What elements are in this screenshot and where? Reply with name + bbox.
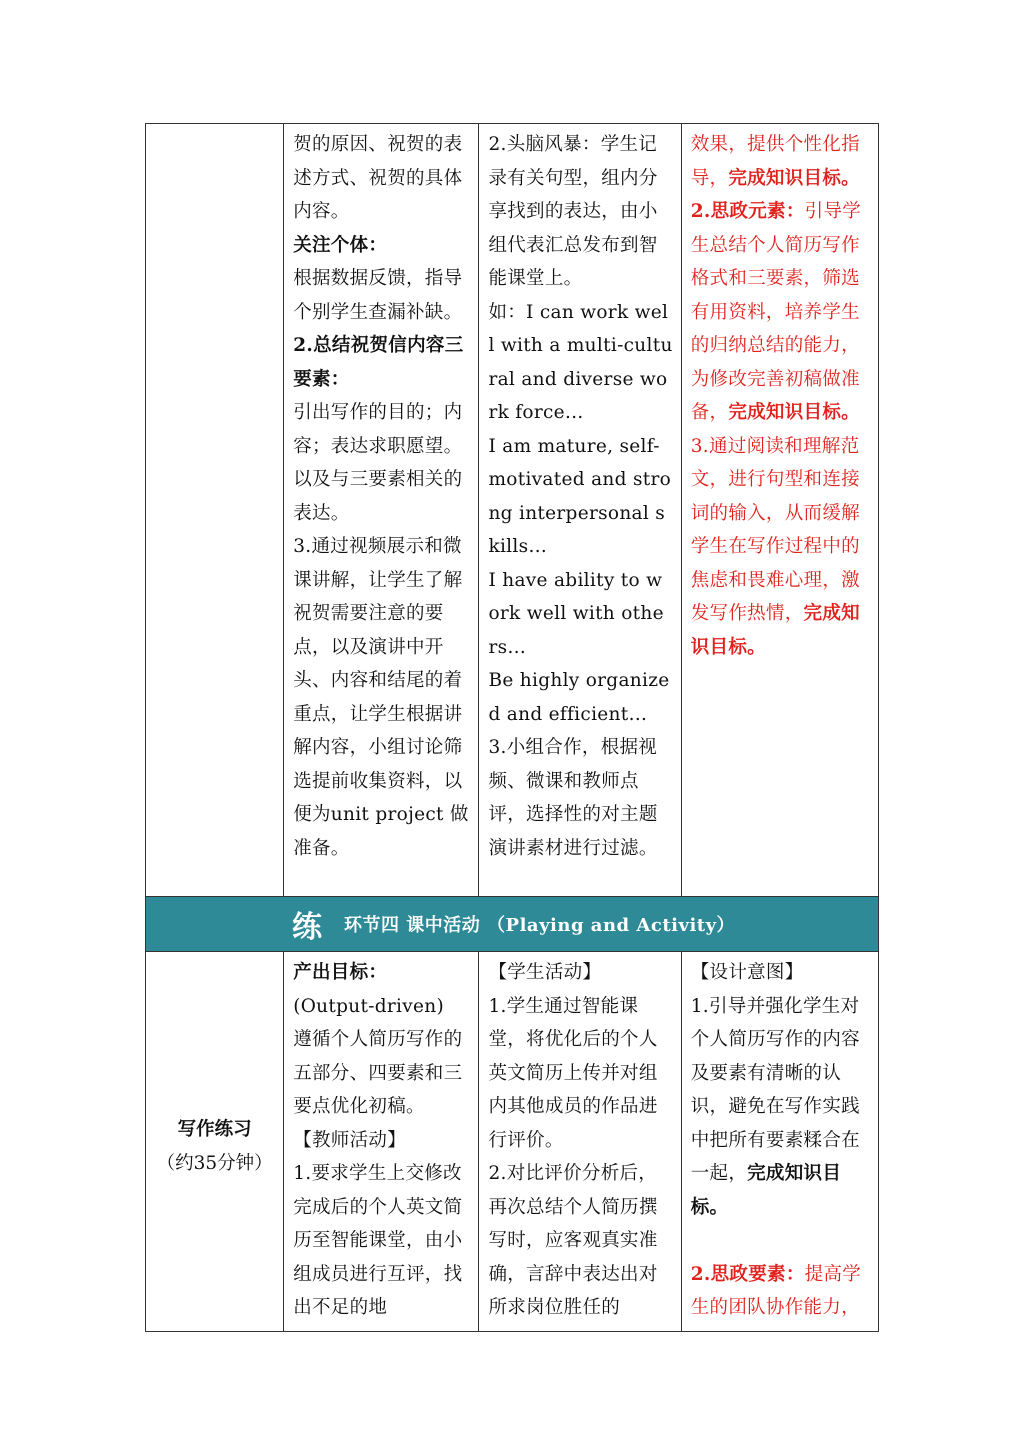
text-run: 【学生活动】	[488, 962, 602, 983]
teacher-activity-text	[284, 124, 478, 871]
text-run: 1.引导并强化学生对个人简历写作的内容及要素有清晰的认识，避免在写作实践中把所有要素糅合在一起，	[690, 995, 860, 1184]
design-intent-cell	[681, 124, 878, 897]
text-run: 【教师活动】	[293, 1129, 406, 1151]
stage-duration: （约35分钟）	[156, 1153, 273, 1175]
paragraph	[293, 128, 470, 229]
text-run: (Output-driven)	[293, 995, 444, 1017]
text-run: 1.学生通过智能课堂，将优化后的个人英文简历上传并对组内其他成员的作品进行评价。	[488, 995, 658, 1151]
paragraph	[488, 128, 672, 296]
paragraph	[488, 990, 672, 1158]
paragraph	[488, 956, 672, 990]
section-band-row	[146, 897, 879, 952]
paragraph	[293, 262, 470, 329]
table-row	[146, 124, 879, 897]
paragraph	[691, 1258, 870, 1325]
paragraph	[488, 430, 672, 564]
design-intent-text	[682, 124, 878, 670]
bold-text: 关注个体：	[293, 234, 388, 256]
text-run: I have ability to work well with others…	[488, 569, 664, 658]
section-band	[146, 897, 879, 952]
teacher-activity-cell	[284, 952, 479, 1332]
student-activity-text	[479, 124, 680, 871]
design-intent-cell	[681, 952, 878, 1332]
text-run: 引导学生总结个人简历写作格式和三要素，筛选有用资料，培养学生的归纳总结的能力，为修改完善初稿做准备，	[690, 201, 862, 423]
bold-text: 2.思政要素：	[690, 1263, 805, 1285]
text-run: 3.通过阅读和理解范文，进行句型和连接词的输入，从而缓解学生在写作过程中的焦虑和畏难心理，激发写作热情，	[690, 435, 860, 624]
text-run: 引出写作的目的；内容；表达求职愿望。以及与三要素相关的表达。	[293, 402, 463, 524]
paragraph	[293, 530, 470, 865]
student-activity-text	[479, 952, 680, 1331]
text-run: 【设计意图】	[690, 962, 804, 983]
bold-text: 产出目标：	[293, 962, 388, 983]
paragraph	[293, 1023, 470, 1124]
text-run: 效果，提供个性化指导，	[690, 134, 860, 189]
text-run: 3.通过视频展示和微课讲解，让学生了解祝贺需要注意的要点，以及演讲中开头、内容和结尾的着重点，让学生根据讲解内容，小组讨论筛选提前收集资料，以便为unit project 做准备。	[293, 536, 469, 859]
text-run: 1.要求学生上交修改完成后的个人英文简历至智能课堂，由小组成员进行互评，找出不足的地	[293, 1163, 463, 1318]
lesson-plan-table	[145, 123, 879, 1332]
table-row	[146, 952, 879, 1332]
paragraph	[691, 128, 870, 195]
paragraph	[293, 1124, 470, 1158]
paragraph	[293, 229, 470, 263]
bold-text: 2.思政元素：	[690, 201, 805, 222]
stage-label-cell	[146, 124, 284, 897]
paragraph	[293, 990, 470, 1024]
paragraph	[488, 731, 672, 865]
section-title: 环节四 课中活动 （Playing and Activity）	[344, 915, 736, 936]
text-run: 2.头脑风暴：学生记录有关句型，组内分享找到的表达，由小组代表汇总发布到智能课堂上。	[488, 134, 658, 289]
design-intent-text	[682, 952, 878, 1331]
bold-text: 完成知识目标。	[690, 1163, 842, 1218]
text-run: I am mature, self-motivated and strong interpersonal skills…	[488, 435, 672, 557]
bold-text: 2.总结祝贺信内容三要素：	[293, 335, 464, 390]
paragraph	[691, 990, 870, 1225]
teacher-activity-text	[284, 952, 478, 1331]
paragraph	[691, 956, 870, 990]
paragraph	[691, 430, 870, 665]
bold-text: 完成知识目标。	[728, 402, 860, 423]
student-activity-cell	[479, 952, 681, 1332]
paragraph	[691, 1224, 870, 1258]
student-activity-cell	[479, 124, 681, 897]
text-run: 根据数据反馈，指导个别学生查漏补缺。	[293, 268, 463, 323]
bold-text: 完成知识目标。	[728, 167, 860, 189]
text-run: 2.对比评价分析后，再次总结个人简历撰写时，应客观真实准确，言辞中表达出对所求岗位胜任的	[488, 1163, 658, 1318]
paragraph	[488, 296, 672, 430]
stage-label-cell	[146, 952, 284, 1332]
text-run: Be highly organized and efficient…	[488, 670, 670, 725]
paragraph	[293, 956, 470, 990]
paragraph	[488, 1157, 672, 1325]
paragraph	[488, 564, 672, 665]
teacher-activity-cell	[284, 124, 479, 897]
text-run: 3.小组合作，根据视频、微课和教师点评，选择性的对主题演讲素材进行过滤。	[488, 737, 658, 859]
text-run: 贺的原因、祝贺的表述方式、祝贺的具体内容。	[293, 134, 463, 222]
stage-title: 写作练习	[177, 1119, 252, 1141]
paragraph	[293, 396, 470, 530]
section-char: 练	[292, 910, 322, 945]
bold-text: 完成知识目标。	[690, 603, 860, 658]
paragraph	[691, 195, 870, 430]
paragraph	[293, 1157, 470, 1325]
paragraph	[293, 329, 470, 396]
text-run: 遵循个人简历写作的五部分、四要素和三要点优化初稿。	[293, 1029, 463, 1117]
text-run: 如：I can work well with a multi-cultural and diverse work force…	[488, 301, 673, 423]
paragraph	[488, 664, 672, 731]
text-run: 提高学生的团队协作能力，	[690, 1263, 862, 1318]
